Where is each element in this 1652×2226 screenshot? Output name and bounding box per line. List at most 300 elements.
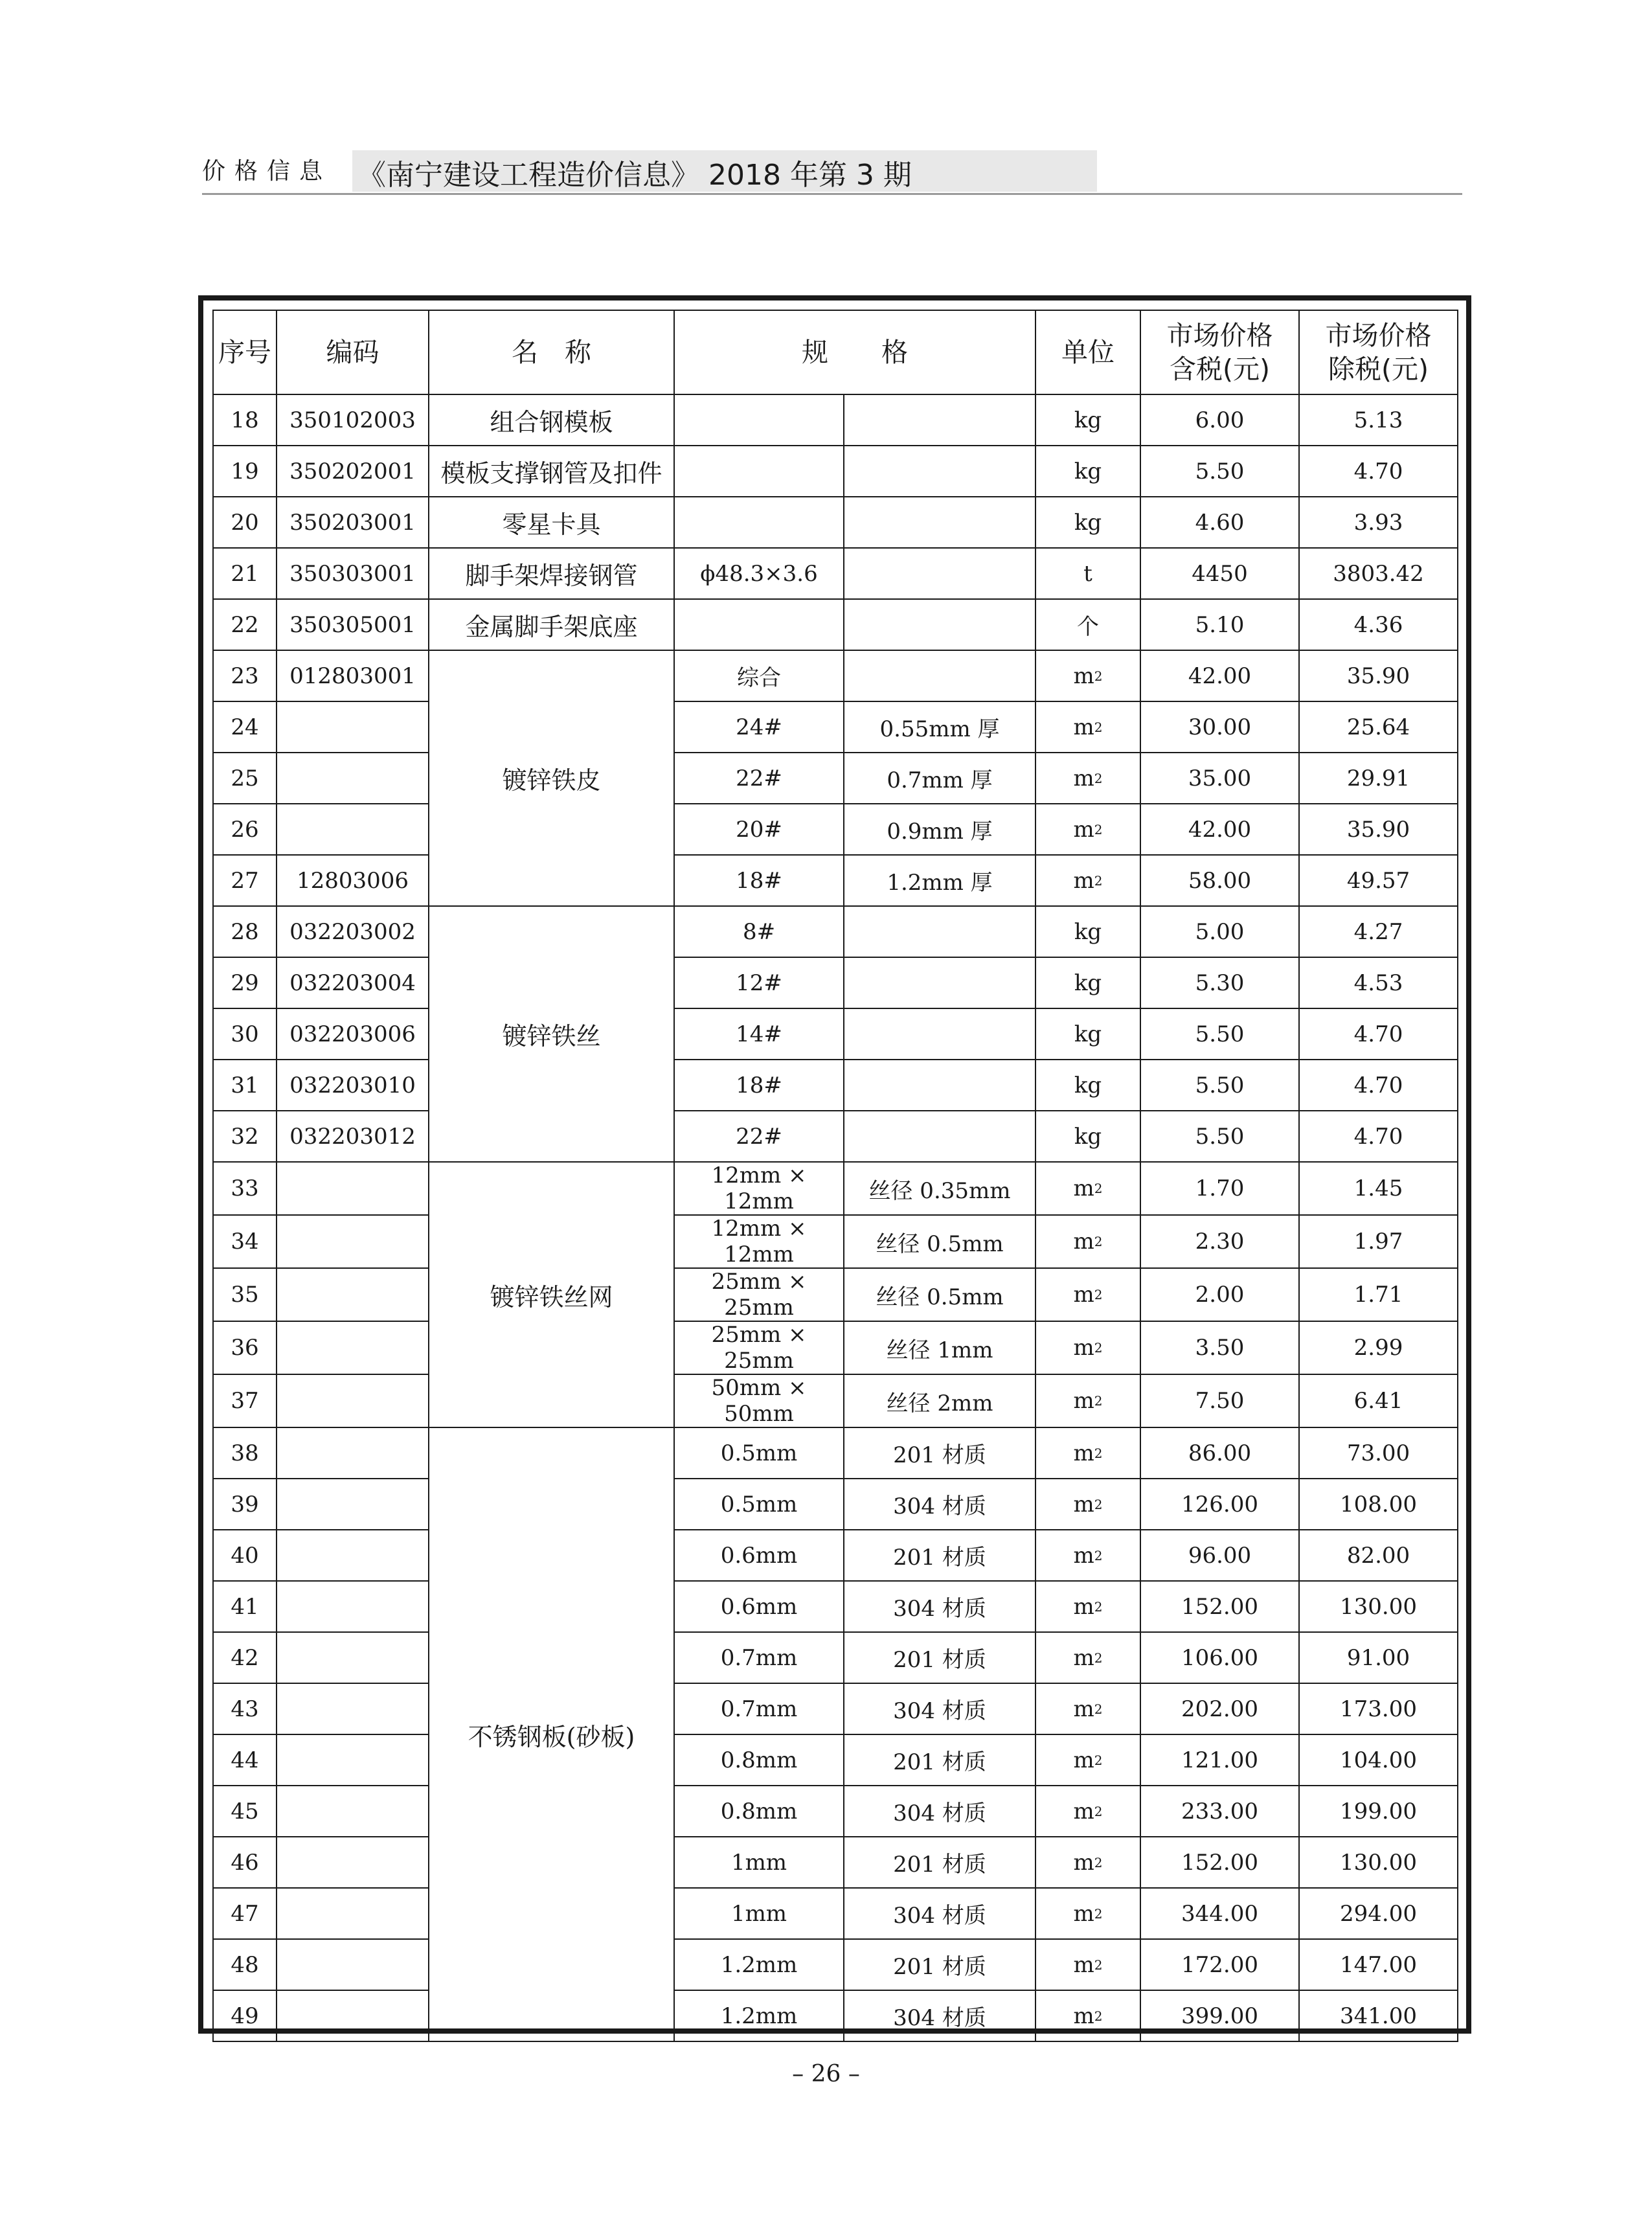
cell-code — [277, 1683, 429, 1734]
cell-spec-1 — [674, 497, 844, 548]
cell-price-notax: 108.00 — [1299, 1479, 1458, 1530]
cell-price-tax: 1.70 — [1140, 1162, 1299, 1215]
cell-spec-2: 201 材质 — [844, 1734, 1035, 1786]
unit-superscript: 2 — [1094, 719, 1103, 735]
unit-superscript: 2 — [1094, 1496, 1103, 1512]
table-row — [213, 1321, 1458, 1374]
cell-spec-2: 1.2mm 厚 — [844, 855, 1035, 906]
cell-code: 012803001 — [277, 650, 429, 701]
cell-unit — [1035, 855, 1140, 906]
cell-no: 32 — [213, 1111, 277, 1162]
cell-price-notax: 3803.42 — [1299, 548, 1458, 599]
cell-code — [277, 1530, 429, 1581]
cell-no: 39 — [213, 1479, 277, 1530]
table-row — [213, 1111, 1458, 1162]
cell-spec-2: 201 材质 — [844, 1427, 1035, 1479]
unit-text: m — [1073, 1440, 1094, 1466]
cell-code: 350203001 — [277, 497, 429, 548]
cell-spec-1: 0.7mm — [674, 1683, 844, 1734]
cell-no: 38 — [213, 1427, 277, 1479]
cell-spec-2: 201 材质 — [844, 1530, 1035, 1581]
cell-price-tax: 6.00 — [1140, 394, 1299, 446]
cell-spec-1: 0.8mm — [674, 1786, 844, 1837]
cell-spec-2: 304 材质 — [844, 1479, 1035, 1530]
table-row — [213, 957, 1458, 1008]
cell-unit — [1035, 906, 1140, 957]
table-row — [213, 1990, 1458, 2041]
cell-code — [277, 1939, 429, 1990]
cell-code — [277, 1374, 429, 1427]
unit-text: m — [1073, 1388, 1094, 1414]
cell-unit — [1035, 1683, 1140, 1734]
cell-no: 49 — [213, 1990, 277, 2041]
unit-text: m — [1073, 714, 1094, 740]
cell-name: 模板支撑钢管及扣件 — [429, 446, 674, 497]
cell-spec-2: 丝径 0.5mm — [844, 1215, 1035, 1268]
cell-price-notax: 1.45 — [1299, 1162, 1458, 1215]
cell-price-tax: 233.00 — [1140, 1786, 1299, 1837]
cell-price-tax: 5.00 — [1140, 906, 1299, 957]
cell-code — [277, 1632, 429, 1683]
unit-text: kg — [1074, 1021, 1102, 1047]
unit-text: kg — [1074, 1072, 1102, 1098]
unit-superscript: 2 — [1094, 1752, 1103, 1768]
unit-superscript: 2 — [1094, 1181, 1103, 1196]
cell-no: 22 — [213, 599, 277, 650]
unit-text: m — [1073, 1542, 1094, 1569]
cell-spec-1: 综合 — [674, 650, 844, 701]
table-row — [213, 446, 1458, 497]
table-header-row — [213, 310, 1458, 394]
cell-price-notax: 147.00 — [1299, 1939, 1458, 1990]
cell-price-tax: 5.50 — [1140, 1111, 1299, 1162]
cell-price-notax: 130.00 — [1299, 1581, 1458, 1632]
header-no: 序号 — [213, 310, 277, 394]
cell-unit — [1035, 1215, 1140, 1268]
cell-price-notax: 35.90 — [1299, 650, 1458, 701]
cell-spec-2 — [844, 394, 1035, 446]
cell-no: 42 — [213, 1632, 277, 1683]
table-row — [213, 906, 1458, 957]
cell-spec-1 — [674, 599, 844, 650]
cell-price-tax: 5.50 — [1140, 446, 1299, 497]
cell-spec-2 — [844, 1060, 1035, 1111]
table-row — [213, 1374, 1458, 1427]
cell-price-tax: 5.50 — [1140, 1060, 1299, 1111]
cell-name: 脚手架焊接钢管 — [429, 548, 674, 599]
table-row — [213, 1530, 1458, 1581]
cell-spec-1: 18# — [674, 1060, 844, 1111]
table-row — [213, 599, 1458, 650]
cell-unit — [1035, 548, 1140, 599]
cell-unit — [1035, 650, 1140, 701]
cell-spec-2: 丝径 2mm — [844, 1374, 1035, 1427]
cell-spec-1: 18# — [674, 855, 844, 906]
unit-superscript: 2 — [1094, 2008, 1103, 2024]
cell-unit — [1035, 1374, 1140, 1427]
unit-superscript: 2 — [1094, 872, 1103, 889]
unit-text: kg — [1074, 509, 1102, 536]
cell-price-tax: 5.10 — [1140, 599, 1299, 650]
cell-unit — [1035, 753, 1140, 804]
cell-price-tax: 3.50 — [1140, 1321, 1299, 1374]
cell-spec-1: 12mm × 12mm — [674, 1215, 844, 1268]
cell-group-name: 镀锌铁丝 — [429, 906, 674, 1162]
table-body — [213, 394, 1458, 2041]
table-row — [213, 753, 1458, 804]
cell-price-notax: 6.41 — [1299, 1374, 1458, 1427]
cell-spec-2: 304 材质 — [844, 1581, 1035, 1632]
cell-spec-1: 0.5mm — [674, 1479, 844, 1530]
cell-unit — [1035, 1111, 1140, 1162]
cell-spec-2: 丝径 0.35mm — [844, 1162, 1035, 1215]
header-price-tax — [1140, 310, 1299, 394]
cell-spec-2: 201 材质 — [844, 1632, 1035, 1683]
cell-no: 29 — [213, 957, 277, 1008]
cell-code — [277, 1786, 429, 1837]
cell-spec-1: 24# — [674, 701, 844, 753]
cell-group-name: 镀锌铁皮 — [429, 650, 674, 906]
cell-price-tax: 35.00 — [1140, 753, 1299, 804]
cell-spec-2: 丝径 0.5mm — [844, 1268, 1035, 1321]
unit-superscript: 2 — [1094, 1650, 1103, 1666]
cell-spec-1: 0.7mm — [674, 1632, 844, 1683]
cell-unit — [1035, 1008, 1140, 1060]
cell-spec-2: 丝径 1mm — [844, 1321, 1035, 1374]
cell-price-tax: 106.00 — [1140, 1632, 1299, 1683]
cell-spec-1: 0.6mm — [674, 1530, 844, 1581]
cell-unit — [1035, 446, 1140, 497]
cell-spec-1: 1.2mm — [674, 1939, 844, 1990]
cell-price-tax: 5.30 — [1140, 957, 1299, 1008]
cell-price-notax: 2.99 — [1299, 1321, 1458, 1374]
cell-price-tax: 96.00 — [1140, 1530, 1299, 1581]
cell-spec-2: 0.7mm 厚 — [844, 753, 1035, 804]
cell-price-tax: 4.60 — [1140, 497, 1299, 548]
cell-no: 40 — [213, 1530, 277, 1581]
unit-text: kg — [1074, 458, 1102, 484]
cell-price-notax: 29.91 — [1299, 753, 1458, 804]
unit-text: m — [1073, 1491, 1094, 1517]
table-row — [213, 394, 1458, 446]
cell-code: 350303001 — [277, 548, 429, 599]
table-row — [213, 1162, 1458, 1215]
cell-code: 350102003 — [277, 394, 429, 446]
cell-unit — [1035, 599, 1140, 650]
cell-group-name: 不锈钢板(砂板) — [429, 1427, 674, 2041]
cell-code — [277, 753, 429, 804]
unit-superscript: 2 — [1094, 821, 1103, 837]
cell-spec-2 — [844, 957, 1035, 1008]
cell-price-notax: 341.00 — [1299, 1990, 1458, 2041]
unit-superscript: 2 — [1094, 1547, 1103, 1563]
unit-text: m — [1073, 816, 1094, 843]
unit-text: m — [1073, 1798, 1094, 1824]
cell-unit — [1035, 1581, 1140, 1632]
cell-no: 37 — [213, 1374, 277, 1427]
cell-spec-1 — [674, 394, 844, 446]
cell-unit — [1035, 957, 1140, 1008]
cell-code — [277, 1990, 429, 2041]
unit-text: m — [1073, 1900, 1094, 1927]
price-table — [212, 310, 1458, 2042]
cell-code — [277, 1215, 429, 1268]
table-row — [213, 1479, 1458, 1530]
cell-unit — [1035, 1939, 1140, 1990]
cell-name: 金属脚手架底座 — [429, 599, 674, 650]
cell-no: 43 — [213, 1683, 277, 1734]
unit-superscript: 2 — [1094, 1393, 1103, 1409]
unit-text: m — [1073, 1696, 1094, 1722]
cell-price-notax: 82.00 — [1299, 1530, 1458, 1581]
cell-spec-2 — [844, 548, 1035, 599]
cell-unit — [1035, 1060, 1140, 1111]
cell-price-tax: 2.30 — [1140, 1215, 1299, 1268]
cell-code — [277, 1734, 429, 1786]
unit-text: t — [1083, 560, 1092, 587]
cell-spec-1: 22# — [674, 753, 844, 804]
cell-code — [277, 701, 429, 753]
cell-price-notax: 3.93 — [1299, 497, 1458, 548]
unit-superscript: 2 — [1094, 1854, 1103, 1870]
table-row — [213, 1888, 1458, 1939]
cell-spec-1: 0.8mm — [674, 1734, 844, 1786]
cell-price-notax: 4.27 — [1299, 906, 1458, 957]
cell-price-tax: 7.50 — [1140, 1374, 1299, 1427]
cell-price-notax: 73.00 — [1299, 1427, 1458, 1479]
unit-text: m — [1073, 1335, 1094, 1361]
cell-price-tax: 2.00 — [1140, 1268, 1299, 1321]
cell-spec-1: 12mm × 12mm — [674, 1162, 844, 1215]
price-table-frame — [198, 295, 1471, 2034]
section-label: 价格信息 — [202, 158, 332, 185]
cell-unit — [1035, 1162, 1140, 1215]
cell-unit — [1035, 1268, 1140, 1321]
cell-price-notax: 4.36 — [1299, 599, 1458, 650]
cell-price-tax: 4450 — [1140, 548, 1299, 599]
cell-no: 27 — [213, 855, 277, 906]
header-rule — [202, 193, 1462, 195]
cell-no: 41 — [213, 1581, 277, 1632]
cell-spec-2: 0.55mm 厚 — [844, 701, 1035, 753]
cell-code: 032203004 — [277, 957, 429, 1008]
cell-price-tax: 86.00 — [1140, 1427, 1299, 1479]
cell-spec-1: 20# — [674, 804, 844, 855]
header-price-notax — [1299, 310, 1458, 394]
cell-spec-2: 304 材质 — [844, 1888, 1035, 1939]
unit-superscript: 2 — [1094, 668, 1103, 684]
unit-text: kg — [1074, 1123, 1102, 1150]
header-unit: 单位 — [1035, 310, 1140, 394]
cell-unit — [1035, 394, 1140, 446]
cell-spec-1: 25mm × 25mm — [674, 1268, 844, 1321]
table-row — [213, 1427, 1458, 1479]
unit-superscript: 2 — [1094, 1701, 1103, 1717]
unit-text: m — [1073, 1229, 1094, 1255]
cell-price-tax: 172.00 — [1140, 1939, 1299, 1990]
cell-spec-1: 12# — [674, 957, 844, 1008]
cell-no: 48 — [213, 1939, 277, 1990]
cell-spec-1: 25mm × 25mm — [674, 1321, 844, 1374]
cell-no: 21 — [213, 548, 277, 599]
unit-superscript: 2 — [1094, 770, 1103, 786]
cell-unit — [1035, 1734, 1140, 1786]
cell-spec-2 — [844, 599, 1035, 650]
cell-unit — [1035, 1786, 1140, 1837]
header-price-notax-line1: 市场价格 — [1325, 320, 1432, 351]
header-code: 编码 — [277, 310, 429, 394]
cell-code: 12803006 — [277, 855, 429, 906]
cell-code — [277, 1427, 429, 1479]
cell-spec-2: 0.9mm 厚 — [844, 804, 1035, 855]
cell-no: 47 — [213, 1888, 277, 1939]
cell-spec-2 — [844, 1008, 1035, 1060]
cell-code — [277, 1479, 429, 1530]
cell-no: 19 — [213, 446, 277, 497]
unit-text: m — [1073, 1849, 1094, 1876]
cell-price-tax: 30.00 — [1140, 701, 1299, 753]
unit-superscript: 2 — [1094, 1598, 1103, 1615]
cell-no: 30 — [213, 1008, 277, 1060]
cell-spec-1: ϕ48.3×3.6 — [674, 548, 844, 599]
cell-code: 032203006 — [277, 1008, 429, 1060]
cell-price-notax: 104.00 — [1299, 1734, 1458, 1786]
cell-price-notax: 25.64 — [1299, 701, 1458, 753]
table-row — [213, 497, 1458, 548]
cell-price-notax: 4.53 — [1299, 957, 1458, 1008]
cell-price-notax: 91.00 — [1299, 1632, 1458, 1683]
page-number: – 26 – — [792, 2061, 860, 2087]
table-row — [213, 1632, 1458, 1683]
cell-no: 33 — [213, 1162, 277, 1215]
table-row — [213, 804, 1458, 855]
cell-spec-2 — [844, 446, 1035, 497]
table-row — [213, 1837, 1458, 1888]
cell-name: 组合钢模板 — [429, 394, 674, 446]
cell-price-tax: 42.00 — [1140, 804, 1299, 855]
cell-spec-1: 50mm × 50mm — [674, 1374, 844, 1427]
cell-spec-1: 1.2mm — [674, 1990, 844, 2041]
table-row — [213, 1008, 1458, 1060]
unit-text: m — [1073, 867, 1094, 894]
cell-price-tax: 5.50 — [1140, 1008, 1299, 1060]
cell-no: 28 — [213, 906, 277, 957]
cell-code — [277, 1581, 429, 1632]
cell-price-tax: 121.00 — [1140, 1734, 1299, 1786]
cell-spec-1: 1mm — [674, 1837, 844, 1888]
cell-unit — [1035, 1837, 1140, 1888]
cell-no: 35 — [213, 1268, 277, 1321]
cell-code — [277, 1162, 429, 1215]
publication-title: 《南宁建设工程造价信息》 2018 年第 3 期 — [357, 159, 912, 192]
page-header — [202, 150, 1462, 196]
header-spec: 规 格 — [674, 310, 1035, 394]
cell-price-notax: 4.70 — [1299, 1008, 1458, 1060]
cell-spec-2: 304 材质 — [844, 1786, 1035, 1837]
unit-text: m — [1073, 765, 1094, 791]
cell-price-notax: 49.57 — [1299, 855, 1458, 906]
table-row — [213, 1786, 1458, 1837]
cell-price-notax: 35.90 — [1299, 804, 1458, 855]
cell-unit — [1035, 1321, 1140, 1374]
unit-text: 个 — [1077, 614, 1099, 640]
table-row — [213, 1939, 1458, 1990]
table-row — [213, 855, 1458, 906]
cell-spec-2: 201 材质 — [844, 1837, 1035, 1888]
cell-code — [277, 1837, 429, 1888]
unit-superscript: 2 — [1094, 1234, 1103, 1249]
cell-spec-1: 8# — [674, 906, 844, 957]
unit-text: m — [1073, 1644, 1094, 1671]
unit-superscript: 2 — [1094, 1287, 1103, 1302]
table-row — [213, 1060, 1458, 1111]
cell-code — [277, 804, 429, 855]
table-row — [213, 1581, 1458, 1632]
cell-unit — [1035, 804, 1140, 855]
cell-code — [277, 1321, 429, 1374]
cell-code — [277, 1888, 429, 1939]
header-price-notax-line2: 除税(元) — [1328, 354, 1429, 385]
unit-superscript: 2 — [1094, 1957, 1103, 1973]
unit-text: kg — [1074, 970, 1102, 996]
cell-spec-2 — [844, 906, 1035, 957]
cell-no: 45 — [213, 1786, 277, 1837]
cell-price-tax: 42.00 — [1140, 650, 1299, 701]
unit-text: m — [1073, 1593, 1094, 1620]
table-row — [213, 701, 1458, 753]
cell-code: 350202001 — [277, 446, 429, 497]
table-row — [213, 650, 1458, 701]
cell-group-name: 镀锌铁丝网 — [429, 1162, 674, 1427]
cell-price-tax: 126.00 — [1140, 1479, 1299, 1530]
cell-unit — [1035, 1888, 1140, 1939]
cell-price-tax: 202.00 — [1140, 1683, 1299, 1734]
cell-unit — [1035, 1530, 1140, 1581]
unit-text: kg — [1074, 407, 1102, 433]
cell-price-notax: 5.13 — [1299, 394, 1458, 446]
cell-spec-1: 14# — [674, 1008, 844, 1060]
cell-no: 34 — [213, 1215, 277, 1268]
cell-price-tax: 152.00 — [1140, 1837, 1299, 1888]
cell-no: 44 — [213, 1734, 277, 1786]
cell-no: 25 — [213, 753, 277, 804]
unit-superscript: 2 — [1094, 1445, 1103, 1461]
cell-no: 24 — [213, 701, 277, 753]
cell-price-notax: 1.97 — [1299, 1215, 1458, 1268]
cell-unit — [1035, 701, 1140, 753]
cell-no: 20 — [213, 497, 277, 548]
cell-price-notax: 1.71 — [1299, 1268, 1458, 1321]
cell-code: 032203012 — [277, 1111, 429, 1162]
unit-superscript: 2 — [1094, 1803, 1103, 1819]
unit-text: m — [1073, 2003, 1094, 2029]
cell-spec-1 — [674, 446, 844, 497]
unit-text: m — [1073, 1282, 1094, 1308]
cell-no: 23 — [213, 650, 277, 701]
table-row — [213, 1683, 1458, 1734]
cell-price-notax: 199.00 — [1299, 1786, 1458, 1837]
cell-code: 350305001 — [277, 599, 429, 650]
table-row — [213, 1215, 1458, 1268]
cell-price-tax: 58.00 — [1140, 855, 1299, 906]
cell-code: 032203010 — [277, 1060, 429, 1111]
cell-unit — [1035, 1479, 1140, 1530]
cell-unit — [1035, 1427, 1140, 1479]
cell-spec-2: 304 材质 — [844, 1683, 1035, 1734]
cell-spec-1: 0.5mm — [674, 1427, 844, 1479]
cell-spec-1: 22# — [674, 1111, 844, 1162]
cell-code: 032203002 — [277, 906, 429, 957]
